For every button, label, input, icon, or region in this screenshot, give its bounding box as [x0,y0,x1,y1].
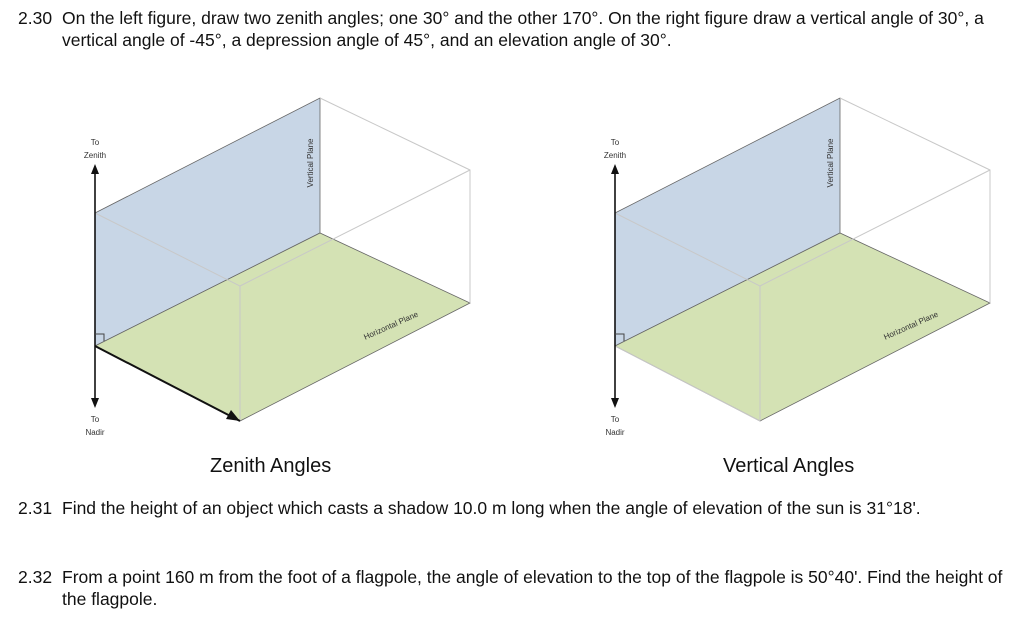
to-nadir-label: Nadir [85,428,105,437]
zenith-angles-figure [60,88,480,438]
vertical-plane-label: Vertical Plane [306,138,315,188]
problem-2-32 [18,566,1008,610]
problem-text: From a point 160 m from the foot of a flagpole, the angle of elevation to the top of the flagpole is 50°40'. Find the height of the flagpole. [62,567,1003,609]
problem-2-31 [18,497,1008,519]
to-zenith-label: To [90,138,100,147]
problem-number: 2.31 [18,498,53,518]
vertical-plane-label: Vertical Plane [826,138,835,188]
problem-text: On the left figure, draw two zenith angles; one 30° and the other 170°. On the right figure draw a vertical angle of 30°, a vertical angle of -45°, a depression angle of 45°, and an elevation angle of 30°. [62,8,984,50]
to-zenith-label: Zenith [83,151,107,160]
problem-number: 2.30 [18,8,53,28]
vertical-angles-caption: Vertical Angles [723,455,855,477]
horizontal-plane-label: Horizontal Plane [362,309,420,342]
zenith-angles-caption: Zenith Angles [210,455,332,477]
to-nadir-label: Nadir [605,428,625,437]
problem-number: 2.32 [18,567,53,587]
problem-text: Find the height of an object which casts a shadow 10.0 m long when the angle of elevation of the sun is 31°18'. [62,498,921,518]
vertical-angles-figure [580,88,1000,438]
to-zenith-label: Zenith [603,151,627,160]
to-nadir-label: To [610,415,620,424]
to-zenith-label: To [610,138,620,147]
problem-2-30 [18,7,1008,51]
to-nadir-label: To [90,415,100,424]
horizontal-plane-label: Horizontal Plane [882,309,940,342]
